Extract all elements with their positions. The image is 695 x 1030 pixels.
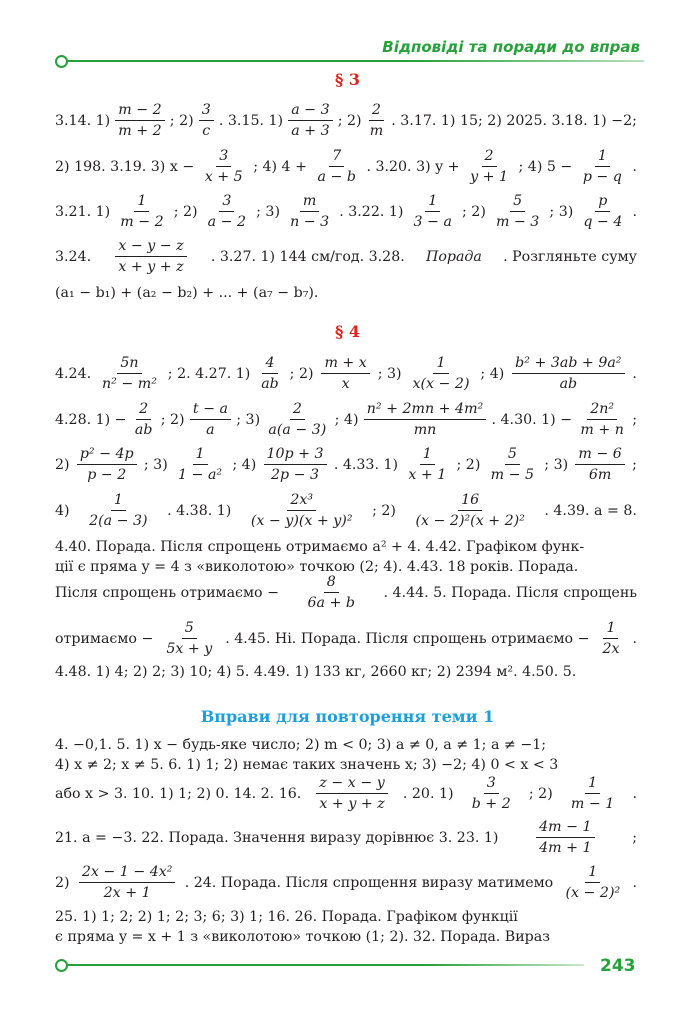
- numerator: z − x − y: [316, 775, 387, 794]
- footer-rule: [64, 964, 584, 966]
- denominator: m − 5: [490, 467, 535, 484]
- fraction: [288, 102, 332, 140]
- text-run: ; 3): [256, 203, 280, 220]
- denominator: ab: [134, 422, 153, 439]
- numerator: 1: [585, 775, 600, 794]
- fraction: [411, 193, 455, 231]
- text-run: ; 2): [528, 785, 553, 802]
- text-run: ; 2): [173, 203, 198, 220]
- text-run: ;: [632, 829, 637, 846]
- answer-line: [55, 864, 637, 902]
- page-number: 243: [600, 956, 636, 976]
- review-section-title: Вправи для повторення теми 1: [200, 707, 495, 726]
- numerator: 3: [484, 775, 499, 794]
- fraction: [409, 355, 472, 393]
- fraction: [467, 148, 511, 186]
- denominator: m − 3: [495, 214, 540, 231]
- fraction: [287, 193, 332, 231]
- denominator: 5x + y: [166, 641, 213, 658]
- answer-line: 4.48. 1) 4; 2) 2; 3) 10; 4) 5. 4.49. 1) 133 кг, 2660 кг; 2) 2394 м². 4.50. 5.: [55, 664, 577, 680]
- answer-line: 4.40. Порада. Після спрощень отримаємо a² + 4. 4.42. Графіком функ-: [55, 539, 585, 555]
- numerator: 1: [595, 148, 610, 167]
- numerator: 1: [134, 193, 149, 212]
- denominator: 2p − 3: [271, 467, 320, 484]
- numerator: 2x³: [287, 492, 316, 511]
- denominator: p − q: [582, 169, 622, 186]
- numerator: 4m − 1: [536, 819, 594, 838]
- fraction: [536, 819, 594, 857]
- denominator: y + 1: [470, 169, 509, 186]
- denominator: m: [369, 123, 384, 140]
- text-run: ; 3): [549, 203, 574, 220]
- fraction: [86, 492, 151, 530]
- text-run: ; 4) 4 +: [253, 158, 307, 175]
- denominator: 2(a − 3): [89, 513, 148, 530]
- text-run: 4.24.: [55, 365, 92, 382]
- denominator: m + n: [580, 422, 624, 439]
- denominator: 2x: [602, 641, 620, 658]
- fraction: [314, 148, 358, 186]
- denominator: n² − m²: [102, 376, 157, 393]
- fraction: [264, 446, 327, 484]
- text-run: 2): [55, 874, 70, 891]
- fraction: [367, 102, 386, 140]
- answer-line: [55, 102, 637, 140]
- fraction: [577, 401, 627, 439]
- fraction: [405, 446, 449, 484]
- text-run: 21. a = −3. 22. Порада. Значення виразу дорівнює 3. 23. 1): [55, 829, 499, 846]
- fraction: [199, 102, 214, 140]
- fraction: [99, 355, 160, 393]
- text-run: ; 2): [462, 203, 486, 220]
- text-run: .: [632, 630, 637, 647]
- numerator: 2n²: [587, 401, 617, 420]
- fraction: [79, 864, 176, 902]
- numerator: p² − 4p: [77, 446, 137, 465]
- denominator: a(a − 3): [268, 422, 327, 439]
- numerator: m − 2: [115, 102, 164, 121]
- denominator: (x − 2)²: [565, 885, 621, 902]
- text-run: ; 2): [456, 456, 481, 473]
- denominator: mn: [413, 422, 437, 439]
- denominator: x(x − 2): [412, 376, 470, 393]
- header-rule: [64, 60, 644, 62]
- numerator: 1: [603, 620, 618, 639]
- text-run: ; 2. 4.27. 1): [167, 365, 251, 382]
- section-title-3: § 3: [334, 70, 361, 89]
- fraction: [580, 193, 625, 231]
- text-run: . 4.45. Ні. Порада. Після спрощень отримаємо −: [225, 630, 590, 647]
- text-run: ; 4): [232, 456, 257, 473]
- fraction: [265, 401, 329, 439]
- denominator: m − 1: [570, 796, 615, 813]
- fraction: [469, 775, 514, 813]
- numerator: 3: [216, 148, 231, 167]
- answer-line: [55, 574, 637, 612]
- text-run: . 3.20. 3) y +: [366, 158, 460, 175]
- denominator: 6a + b: [307, 595, 355, 612]
- denominator: x + 1: [408, 467, 447, 484]
- fraction: [202, 148, 246, 186]
- answer-line: ції є пряма y = 4 з «виколотою» точкою (2; 4). 4.43. 18 років. Порада.: [55, 559, 579, 575]
- fraction: [488, 446, 537, 484]
- denominator: x: [341, 376, 350, 393]
- text-run: . 4.33. 1): [333, 456, 399, 473]
- fraction: [117, 193, 166, 231]
- denominator: a: [206, 422, 215, 439]
- text-run: 3.21. 1): [55, 203, 111, 220]
- numerator: 16: [458, 492, 482, 511]
- text-run: або x > 3. 10. 1) 1; 2) 0. 14. 2. 16.: [55, 785, 302, 802]
- text-run: ; 3): [236, 411, 261, 428]
- numerator: a − 3: [288, 102, 332, 121]
- answer-line: [55, 446, 637, 484]
- denominator: 2x + 1: [103, 885, 151, 902]
- answer-line: [55, 238, 637, 276]
- numerator: 5n: [117, 355, 141, 374]
- fraction: [248, 492, 356, 530]
- text-run: . 20. 1): [402, 785, 454, 802]
- denominator: ab: [559, 376, 578, 393]
- denominator: q − 4: [583, 214, 623, 231]
- text-run: ;: [632, 411, 637, 428]
- numerator: 2: [290, 401, 305, 420]
- answer-line: є пряма y = x + 1 з «виколотою» точкою (1; 2). 32. Порада. Вираз: [55, 929, 550, 945]
- denominator: 4m + 1: [539, 840, 592, 857]
- denominator: 3 − a: [413, 214, 452, 231]
- header-rule-dot: [55, 55, 68, 68]
- numerator: b² + 3ab + 9a²: [512, 355, 624, 374]
- denominator: p − 2: [87, 467, 127, 484]
- text-run: ; 3): [143, 456, 168, 473]
- text-run: ; 3): [377, 365, 402, 382]
- text-run-italic: Порада: [425, 248, 482, 265]
- numerator: 1: [420, 446, 435, 465]
- answer-line: 25. 1) 1; 2; 2) 1; 2; 3; 6; 3) 1; 16. 26. Порада. Графіком функції: [55, 909, 518, 925]
- answer-line: [55, 401, 637, 439]
- denominator: a + 3: [291, 123, 330, 140]
- numerator: 8: [324, 574, 339, 593]
- answer-line: (a₁ − b₁) + (a₂ − b₂) + ... + (a₇ − b₇).: [55, 285, 319, 301]
- denominator: (x − y)(x + y)²: [250, 513, 353, 530]
- text-run: .: [632, 785, 637, 802]
- text-run: ; 2): [160, 411, 185, 428]
- denominator: m − 2: [120, 214, 164, 231]
- denominator: b + 2: [471, 796, 511, 813]
- fraction: [562, 864, 623, 902]
- denominator: x + y + z: [118, 259, 184, 276]
- text-run: .: [632, 203, 637, 220]
- fraction: [580, 148, 625, 186]
- fraction: [364, 401, 486, 439]
- numerator: 2: [482, 148, 497, 167]
- numerator: 1: [193, 446, 208, 465]
- text-run: ; 3): [544, 456, 569, 473]
- numerator: 5: [505, 446, 520, 465]
- text-run: . 4.30. 1) −: [491, 411, 573, 428]
- numerator: 5: [182, 620, 197, 639]
- fraction: [163, 620, 215, 658]
- fraction: [599, 620, 622, 658]
- denominator: ab: [261, 376, 279, 393]
- numerator: 1: [111, 492, 126, 511]
- text-run: 2) 198. 3.19. 3) x −: [55, 158, 195, 175]
- fraction: [305, 574, 358, 612]
- numerator: t − a: [190, 401, 231, 420]
- denominator: 1 − a²: [178, 467, 223, 484]
- text-run: . 3.22. 1): [339, 203, 404, 220]
- fraction: [115, 102, 164, 140]
- fraction: [190, 401, 231, 439]
- denominator: x + y + z: [319, 796, 385, 813]
- fraction: [575, 446, 624, 484]
- text-run: . 3.17. 1) 15; 2) 2025. 3.18. 1) −2;: [391, 112, 637, 129]
- answer-line: [55, 620, 637, 658]
- text-run: . Розгляньте суму: [503, 248, 637, 265]
- numerator: 10p + 3: [264, 446, 327, 465]
- text-run: .: [632, 158, 637, 175]
- fraction: [493, 193, 542, 231]
- denominator: m + 2: [118, 123, 162, 140]
- text-run: 2): [55, 456, 70, 473]
- numerator: 3: [199, 102, 214, 121]
- answer-line: [55, 492, 637, 530]
- text-run: Після спрощень отримаємо −: [55, 584, 279, 601]
- numerator: 1: [425, 193, 440, 212]
- fraction: [316, 775, 387, 813]
- answer-line: [55, 193, 637, 231]
- denominator: (x − 2)²(x + 2)²: [415, 513, 525, 530]
- numerator: 7: [329, 148, 344, 167]
- fraction: [77, 446, 137, 484]
- numerator: p: [595, 193, 610, 212]
- text-run: отримаємо −: [55, 630, 154, 647]
- denominator: n − 3: [290, 214, 330, 231]
- denominator: 6m: [588, 467, 612, 484]
- page-header: [0, 0, 695, 70]
- text-run: .: [632, 874, 637, 891]
- text-run: . 3.15. 1): [218, 112, 284, 129]
- text-run: 3.14. 1): [55, 112, 111, 129]
- footer-rule-dot: [55, 959, 68, 972]
- answer-line: [55, 775, 637, 813]
- text-run: . 3.27. 1) 144 см/год. 3.28.: [210, 248, 405, 265]
- answer-line: [55, 148, 637, 186]
- text-run: ; 2): [337, 112, 362, 129]
- text-run: ; 2): [372, 502, 396, 519]
- numerator: 4: [262, 355, 277, 374]
- fraction: [205, 193, 249, 231]
- numerator: m − 6: [575, 446, 624, 465]
- text-run: ; 4) 5 −: [518, 158, 573, 175]
- denominator: a − 2: [207, 214, 247, 231]
- numerator: 2: [136, 401, 151, 420]
- numerator: 5: [510, 193, 525, 212]
- text-run: . 24. Порада. Після спрощення виразу матимемо: [184, 874, 554, 891]
- text-run: .: [632, 365, 637, 382]
- text-run: 4.28. 1) −: [55, 411, 127, 428]
- numerator: m + x: [321, 355, 369, 374]
- numerator: m: [300, 193, 319, 212]
- numerator: 2x − 1 − 4x²: [79, 864, 176, 883]
- header-title: Відповіді та поради до вправ: [382, 38, 640, 56]
- text-run: 3.24.: [55, 248, 92, 265]
- numerator: x − y − z: [115, 238, 186, 257]
- fraction: [412, 492, 527, 530]
- fraction: [175, 446, 225, 484]
- fraction: [568, 775, 617, 813]
- text-run: . 4.44. 5. Порада. Після спрощень: [383, 584, 637, 601]
- answer-line: 4. −0,1. 5. 1) x − будь-яке число; 2) m < 0; 3) a ≠ 0, a ≠ 1; a ≠ −1;: [55, 737, 547, 753]
- answer-line: [55, 819, 637, 857]
- text-run: 4): [55, 502, 70, 519]
- denominator: a − b: [317, 169, 356, 186]
- numerator: n² + 2mn + 4m²: [364, 401, 486, 420]
- numerator: 1: [433, 355, 448, 374]
- numerator: 2: [369, 102, 384, 121]
- text-run: ; 2): [289, 365, 314, 382]
- fraction: [321, 355, 369, 393]
- fraction: [258, 355, 282, 393]
- section-title-4: § 4: [334, 322, 361, 341]
- text-run: ; 4): [480, 365, 505, 382]
- fraction: [115, 238, 186, 276]
- text-run: ; 2): [169, 112, 194, 129]
- fraction: [512, 355, 624, 393]
- fraction: [132, 401, 156, 439]
- answer-line: 4) x ≠ 2; x ≠ 5. 6. 1) 1; 2) немає таких значень x; 3) −2; 4) 0 < x < 3: [55, 757, 559, 773]
- numerator: 1: [585, 864, 600, 883]
- numerator: 3: [219, 193, 234, 212]
- text-run: ;: [632, 456, 637, 473]
- text-run: . 4.38. 1): [167, 502, 232, 519]
- denominator: x + 5: [204, 169, 243, 186]
- text-run: . 4.39. a = 8.: [544, 502, 637, 519]
- denominator: c: [202, 123, 211, 140]
- text-run: ; 4): [334, 411, 359, 428]
- answer-line: [55, 355, 637, 393]
